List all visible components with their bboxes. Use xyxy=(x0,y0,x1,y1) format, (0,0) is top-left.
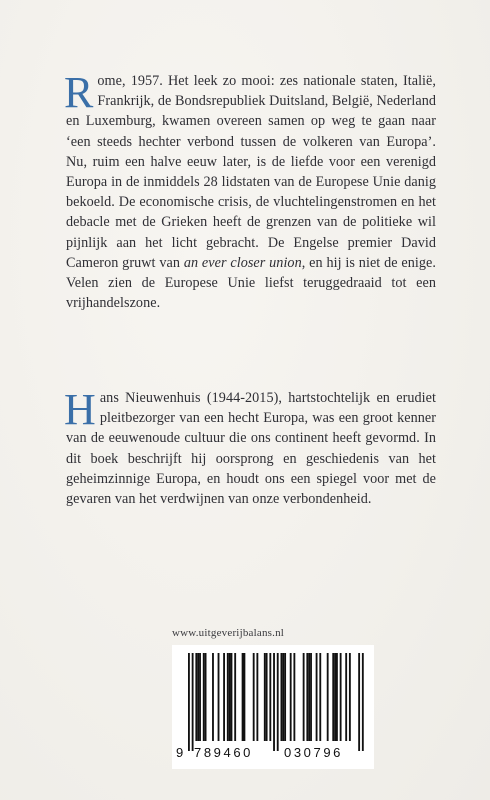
barcode-bar xyxy=(273,653,275,751)
barcode-bar xyxy=(332,653,334,741)
barcode-bar xyxy=(256,653,258,741)
dropcap-r: R xyxy=(64,68,94,117)
barcode-bar xyxy=(234,653,236,741)
barcode-bar xyxy=(290,653,292,741)
barcode-bar xyxy=(266,653,268,741)
barcode-bar xyxy=(349,653,351,741)
barcode-bar xyxy=(269,653,271,741)
barcode-bar xyxy=(281,653,283,741)
blurb-text-1b: , en hij is niet de enige. Velen zien de Europese Unie liefst teruggedraaid tot een vrijhandelszone. xyxy=(66,254,436,312)
barcode-bar xyxy=(253,653,255,741)
barcode-bar xyxy=(242,653,244,741)
barcode-bar xyxy=(223,653,225,741)
barcode-bar xyxy=(212,653,214,741)
barcode-bar xyxy=(199,653,201,741)
barcode-bar xyxy=(227,653,229,741)
blurb-paragraph-2 xyxy=(64,385,436,509)
blurb-paragraph-1 xyxy=(64,68,436,313)
barcode-bar xyxy=(303,653,305,741)
barcode-bar xyxy=(205,653,207,741)
barcode-bar xyxy=(284,653,286,741)
barcode-bar xyxy=(327,653,329,741)
barcode-bar xyxy=(277,653,279,751)
barcode-bar xyxy=(340,653,342,741)
barcode-bar xyxy=(306,653,308,741)
barcode-bar xyxy=(197,653,199,741)
barcode-bar xyxy=(192,653,194,751)
barcode-bar xyxy=(362,653,364,751)
barcode-bar xyxy=(282,653,284,741)
isbn-left-group: 789460 xyxy=(194,745,253,760)
barcode-bar xyxy=(345,653,347,741)
barcode-bar xyxy=(231,653,233,741)
blurb-text-2: ans Nieuwenhuis (1944-2015), hartstochtelijk en erudiet pleitbezorger van een hecht Europa, was een groot kenner van de eeuwenoude cultuur die ons continent heeft gevormd. In dit boek beschrijft hij oorsprong en geschiedenis van het geheimzinnige Europa, en houdt ons een spiegel voor met de gevaren van het verdwijnen van onze verbondenheid. xyxy=(66,390,436,508)
barcode-bar xyxy=(188,653,190,751)
barcode-bar xyxy=(244,653,246,741)
publisher-website: www.uitgeverijbalans.nl xyxy=(172,627,285,639)
barcode-bar xyxy=(308,653,310,741)
isbn-first-digit: 9 xyxy=(176,745,186,760)
isbn-right-group: 030796 xyxy=(284,745,343,760)
barcode-bar xyxy=(264,653,266,741)
isbn-number xyxy=(172,745,374,763)
barcode-bar xyxy=(319,653,321,741)
blurb-italic-phrase: an ever closer union xyxy=(183,254,302,271)
dropcap-h: H xyxy=(64,385,96,434)
barcode-bar xyxy=(316,653,318,741)
blurb-text-1a: ome, 1957. Het leek zo mooi: zes nationale staten, Italië, Frankrijk, de Bondsrepubliek Duitsland, België, Nederland en Luxemburg, kwamen overeen samen op weg te gaan naar ‘een steeds hechter verbond tussen de volkeren van Europa’. Nu, ruim een halve eeuw later, is de liefde voor een verenigd Europa in de inmiddels 28 lidstaten van de Europese Unie danig bekoeld. De economische crisis, de vluchtelingenstromen en het debacle met de Grieken heeft de grenzen van de politieke wil pijnlijk aan het licht gebracht. De Engelse premier David Cameron gruwt van xyxy=(66,73,436,271)
isbn-barcode xyxy=(172,645,374,769)
barcode-bar xyxy=(334,653,336,741)
barcode-bar xyxy=(293,653,295,741)
barcode-bar xyxy=(310,653,312,741)
barcode-bar xyxy=(358,653,360,751)
barcode-bar xyxy=(229,653,231,741)
barcode-bar xyxy=(203,653,205,741)
barcode-bar xyxy=(218,653,220,741)
barcode-bar xyxy=(195,653,197,741)
barcode-bar xyxy=(336,653,338,741)
